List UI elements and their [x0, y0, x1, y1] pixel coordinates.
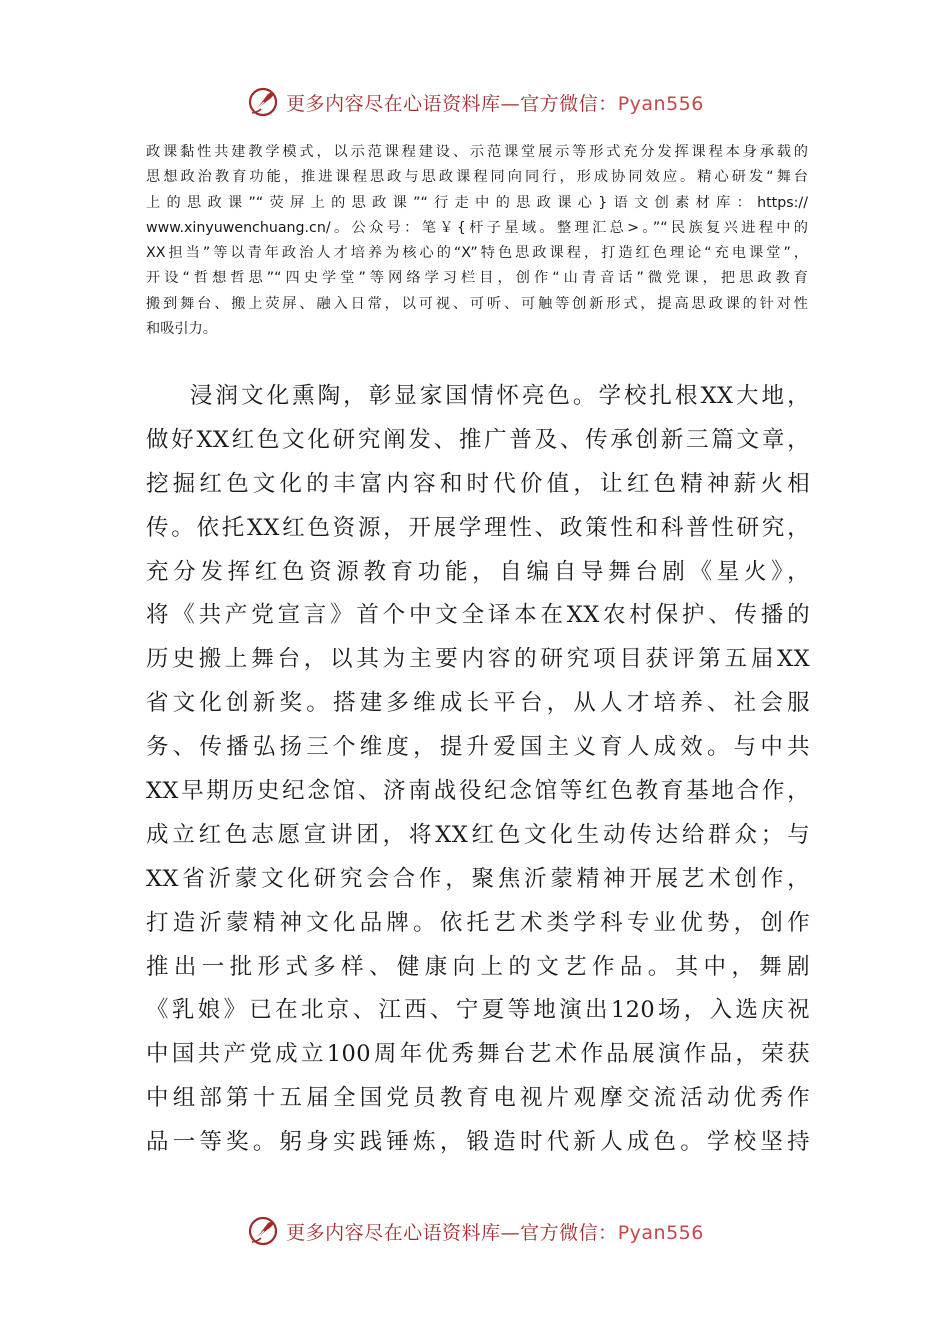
- watermark-main: 更多内容尽在心语资料库: [286, 92, 501, 115]
- text-line: XX早期历史纪念馆、济南战役纪念馆等红色教育基地合作，: [146, 778, 810, 805]
- watermark-main: 更多内容尽在心语资料库: [286, 1221, 501, 1244]
- watermark-text: [286, 1218, 704, 1245]
- text-line: 搬到舞台、搬上荧屏、融入日常，以可视、可听、可触等创新形式，提高思政课的针对性: [146, 295, 808, 312]
- text-line: 品一等奖。躬身实践锤炼，锻造时代新人成色。学校坚持: [146, 1129, 810, 1156]
- text-line: XX省沂蒙文化研究会合作，聚焦沂蒙精神开展艺术创作，: [146, 865, 810, 892]
- text-line: 传。依托XX红色资源，开展学理性、政策性和科普性研究，: [146, 514, 810, 541]
- text-line: 政课黏性共建教学模式，以示范课程建设、示范课堂展示等形式充分发挥课程本身承载的: [146, 144, 808, 160]
- text-line: 推出一批形式多样、健康向上的文艺作品。其中，舞剧: [146, 953, 810, 980]
- footer-watermark-banner: [0, 1211, 950, 1251]
- watermark-account-label: 官方微信：: [520, 1221, 618, 1244]
- text-line: www.xinyuwenchuang.cn/。公众号：笔￥{杆子星域。整理汇总>。”“民族复兴进程中的: [146, 219, 808, 236]
- watermark-handle: Pyan556: [617, 1221, 704, 1244]
- watermark-text: [286, 89, 704, 116]
- text-line: XX担当”等以青年政治人才培养为核心的“X”特色思政课程，打造红色理论“充电课堂”，: [146, 245, 808, 262]
- text-line: 务、传播弘扬三个维度，提升爱国主义育人成效。与中共: [146, 734, 810, 761]
- watermark-account-label: 官方微信：: [520, 92, 618, 115]
- text-line: 将《共产党宣言》首个中文全译本在XX农村保护、传播的: [146, 602, 810, 629]
- text-line: 中组部第十五届全国党员教育电视片观摩交流活动优秀作: [146, 1085, 810, 1112]
- text-line: 中国共产党成立100周年优秀舞台艺术作品展演作品，荣获: [146, 1041, 810, 1068]
- text-line: 挖掘红色文化的丰富内容和时代价值，让红色精神薪火相: [146, 470, 810, 497]
- text-line: 打造沂蒙精神文化品牌。依托艺术类学科专业优势，创作: [146, 909, 810, 936]
- watermark-separator: —: [500, 92, 521, 115]
- text-line: 和吸引力。: [146, 321, 217, 338]
- header-watermark-banner: [0, 82, 950, 122]
- text-line: 历史搬上舞台，以其为主要内容的研究项目获评第五届XX: [146, 646, 810, 673]
- quill-pen-icon: [246, 1214, 280, 1248]
- text-line: 浸润文化熏陶，彰显家国情怀亮色。学校扎根XX大地，: [190, 383, 810, 409]
- watermark-handle: Pyan556: [617, 92, 704, 115]
- text-line: 开设“哲想哲思”“四史学堂”等网络学习栏目，创作“山青音话”微党课，把思政教育: [146, 270, 808, 287]
- text-line: 充分发挥红色资源教育功能，自编自导舞台剧《星火》，: [146, 558, 810, 585]
- text-line: 做好XX红色文化研究阐发、推广普及、传承创新三篇文章，: [146, 426, 810, 453]
- text-line: 成立红色志愿宣讲团，将XX红色文化生动传达给群众；与: [146, 821, 810, 848]
- text-line: 省文化创新奖。搭建多维成长平台，从人才培养、社会服: [146, 690, 810, 717]
- text-line: 上的思政课”“荧屏上的思政课”“行走中的思政课心}语文创素材库：https://: [146, 194, 808, 211]
- main-body-paragraph: [146, 375, 810, 1165]
- text-line: 《乳娘》已在北京、江西、宁夏等地演出120场，入选庆祝: [146, 997, 810, 1024]
- quill-pen-icon: [246, 85, 280, 119]
- watermark-separator: —: [500, 1221, 521, 1244]
- small-print-paragraph: [146, 140, 808, 342]
- text-line: 思想政治教育功能，推进课程思政与思政课程同向同行，形成协同效应。精心研发“舞台: [146, 169, 808, 186]
